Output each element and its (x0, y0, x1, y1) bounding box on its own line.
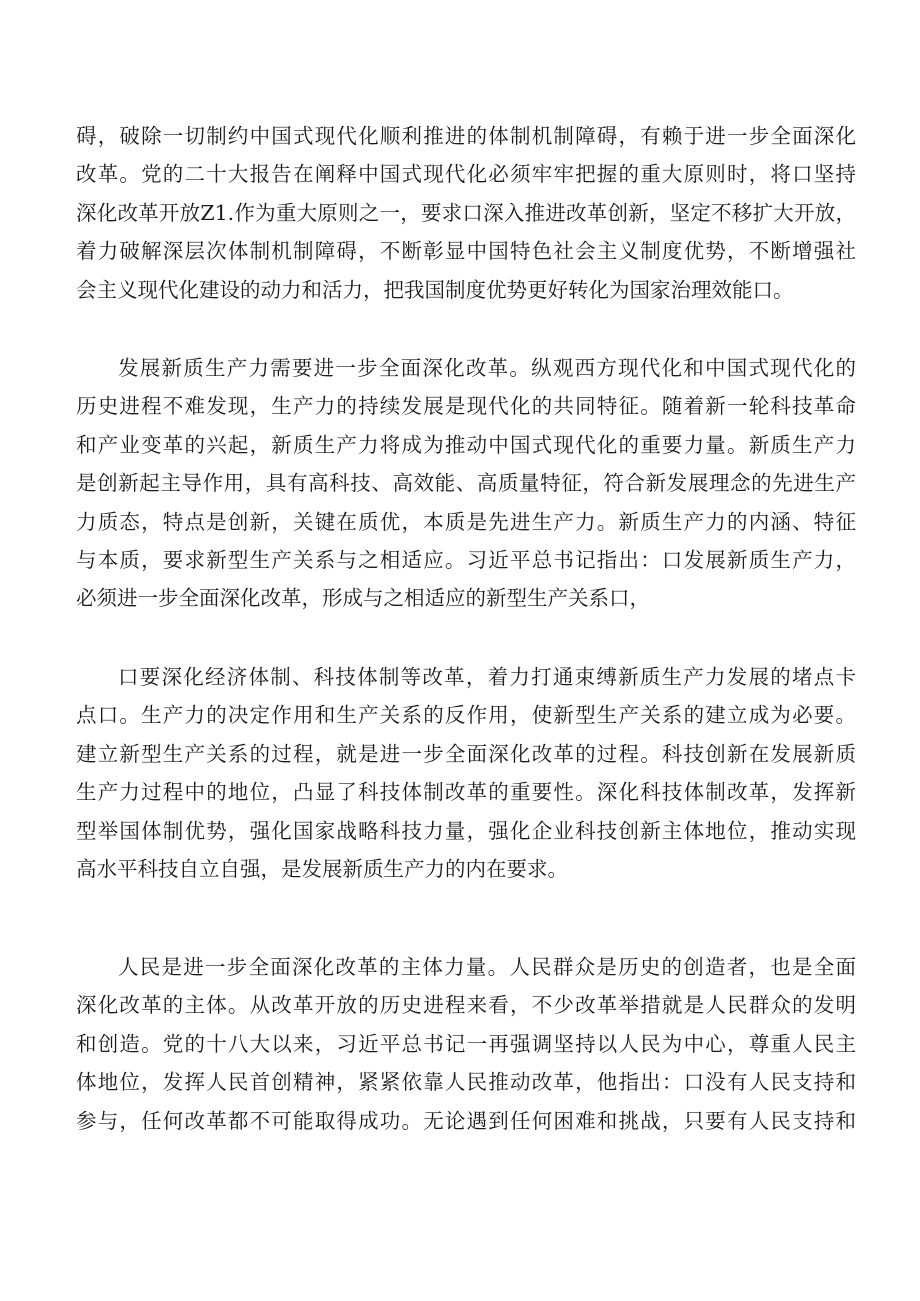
paragraph-line: 生产力过程中的地位，凸显了科技体制改革的重要性。深化科技体制改革，发挥新 (76, 780, 856, 805)
paragraph-line: 和产业变革的兴起，新质生产力将成为推动中国式现代化的重要力量。新质生产力 (76, 432, 856, 457)
paragraph-line: 深化改革的主体。从改革开放的历史进程来看，不少改革举措就是人民群众的发明 (76, 993, 856, 1018)
paragraph-line: 建立新型生产关系的过程，就是进一步全面深化改革的过程。科技创新在发展新质 (76, 741, 856, 766)
paragraph-3 (76, 658, 856, 888)
paragraph-line: 会主义现代化建设的动力和活力，把我国制度优势更好转化为国家治理效能口。 (76, 277, 794, 302)
paragraph-line: 与本质，要求新型生产关系与之相适应。习近平总书记指出：口发展新质生产力， (76, 547, 856, 572)
paragraph-line: 必须进一步全面深化改革，形成与之相适应的新型生产关系口， (76, 586, 650, 611)
paragraph-line: 改革。党的二十大报告在阐释中国式现代化必须牢牢把握的重大原则时，将口坚持 (76, 162, 856, 187)
paragraph-1 (76, 117, 856, 309)
paragraph-line: 体地位，发挥人民首创精神，紧紧依靠人民推动改革，他指出：口没有人民支持和 (76, 1070, 856, 1095)
paragraph-line: 点口。生产力的决定作用和生产关系的反作用，使新型生产关系的建立成为必要。 (76, 703, 856, 728)
paragraph-line: 和创造。党的十八大以来，习近平总书记一再强调坚持以人民为中心，尊重人民主 (76, 1031, 856, 1056)
paragraph-line: 口要深化经济体制、科技体制等改革，着力打通束缚新质生产力发展的堵点卡 (118, 665, 856, 689)
paragraph-4 (76, 948, 856, 1140)
paragraph-line: 型举国体制优势，强化国家战略科技力量，强化企业科技创新主体地位，推动实现 (76, 818, 856, 843)
paragraph-line: 人民是进一步全面深化改革的主体力量。人民群众是历史的创造者，也是全面 (118, 955, 856, 979)
paragraph-line: 深化改革开放Z1.作为重大原则之一，要求口深入推进改革创新，坚定不移扩大开放， (76, 200, 856, 225)
paragraph-2 (76, 349, 856, 618)
paragraph-line: 碍，破除一切制约中国式现代化顺利推进的体制机制障碍，有赖于进一步全面深化 (76, 124, 856, 148)
paragraph-line: 高水平科技自立自强，是发展新质生产力的内在要求。 (76, 856, 568, 881)
paragraph-line: 是创新起主导作用，具有高科技、高效能、高质量特征，符合新发展理念的先进生产 (76, 471, 856, 496)
paragraph-line: 参与，任何改革都不可能取得成功。无论遇到任何困难和挑战，只要有人民支持和 (76, 1108, 856, 1133)
paragraph-line: 历史进程不难发现，生产力的持续发展是现代化的共同特征。随着新一轮科技革命 (76, 394, 856, 419)
paragraph-line: 发展新质生产力需要进一步全面深化改革。纵观西方现代化和中国式现代化的 (118, 356, 856, 380)
paragraph-line: 着力破解深层次体制机制障碍，不断彰显中国特色社会主义制度优势，不断增强社 (76, 239, 856, 264)
paragraph-line: 力质态，特点是创新，关键在质优，本质是先进生产力。新质生产力的内涵、特征 (76, 509, 856, 534)
